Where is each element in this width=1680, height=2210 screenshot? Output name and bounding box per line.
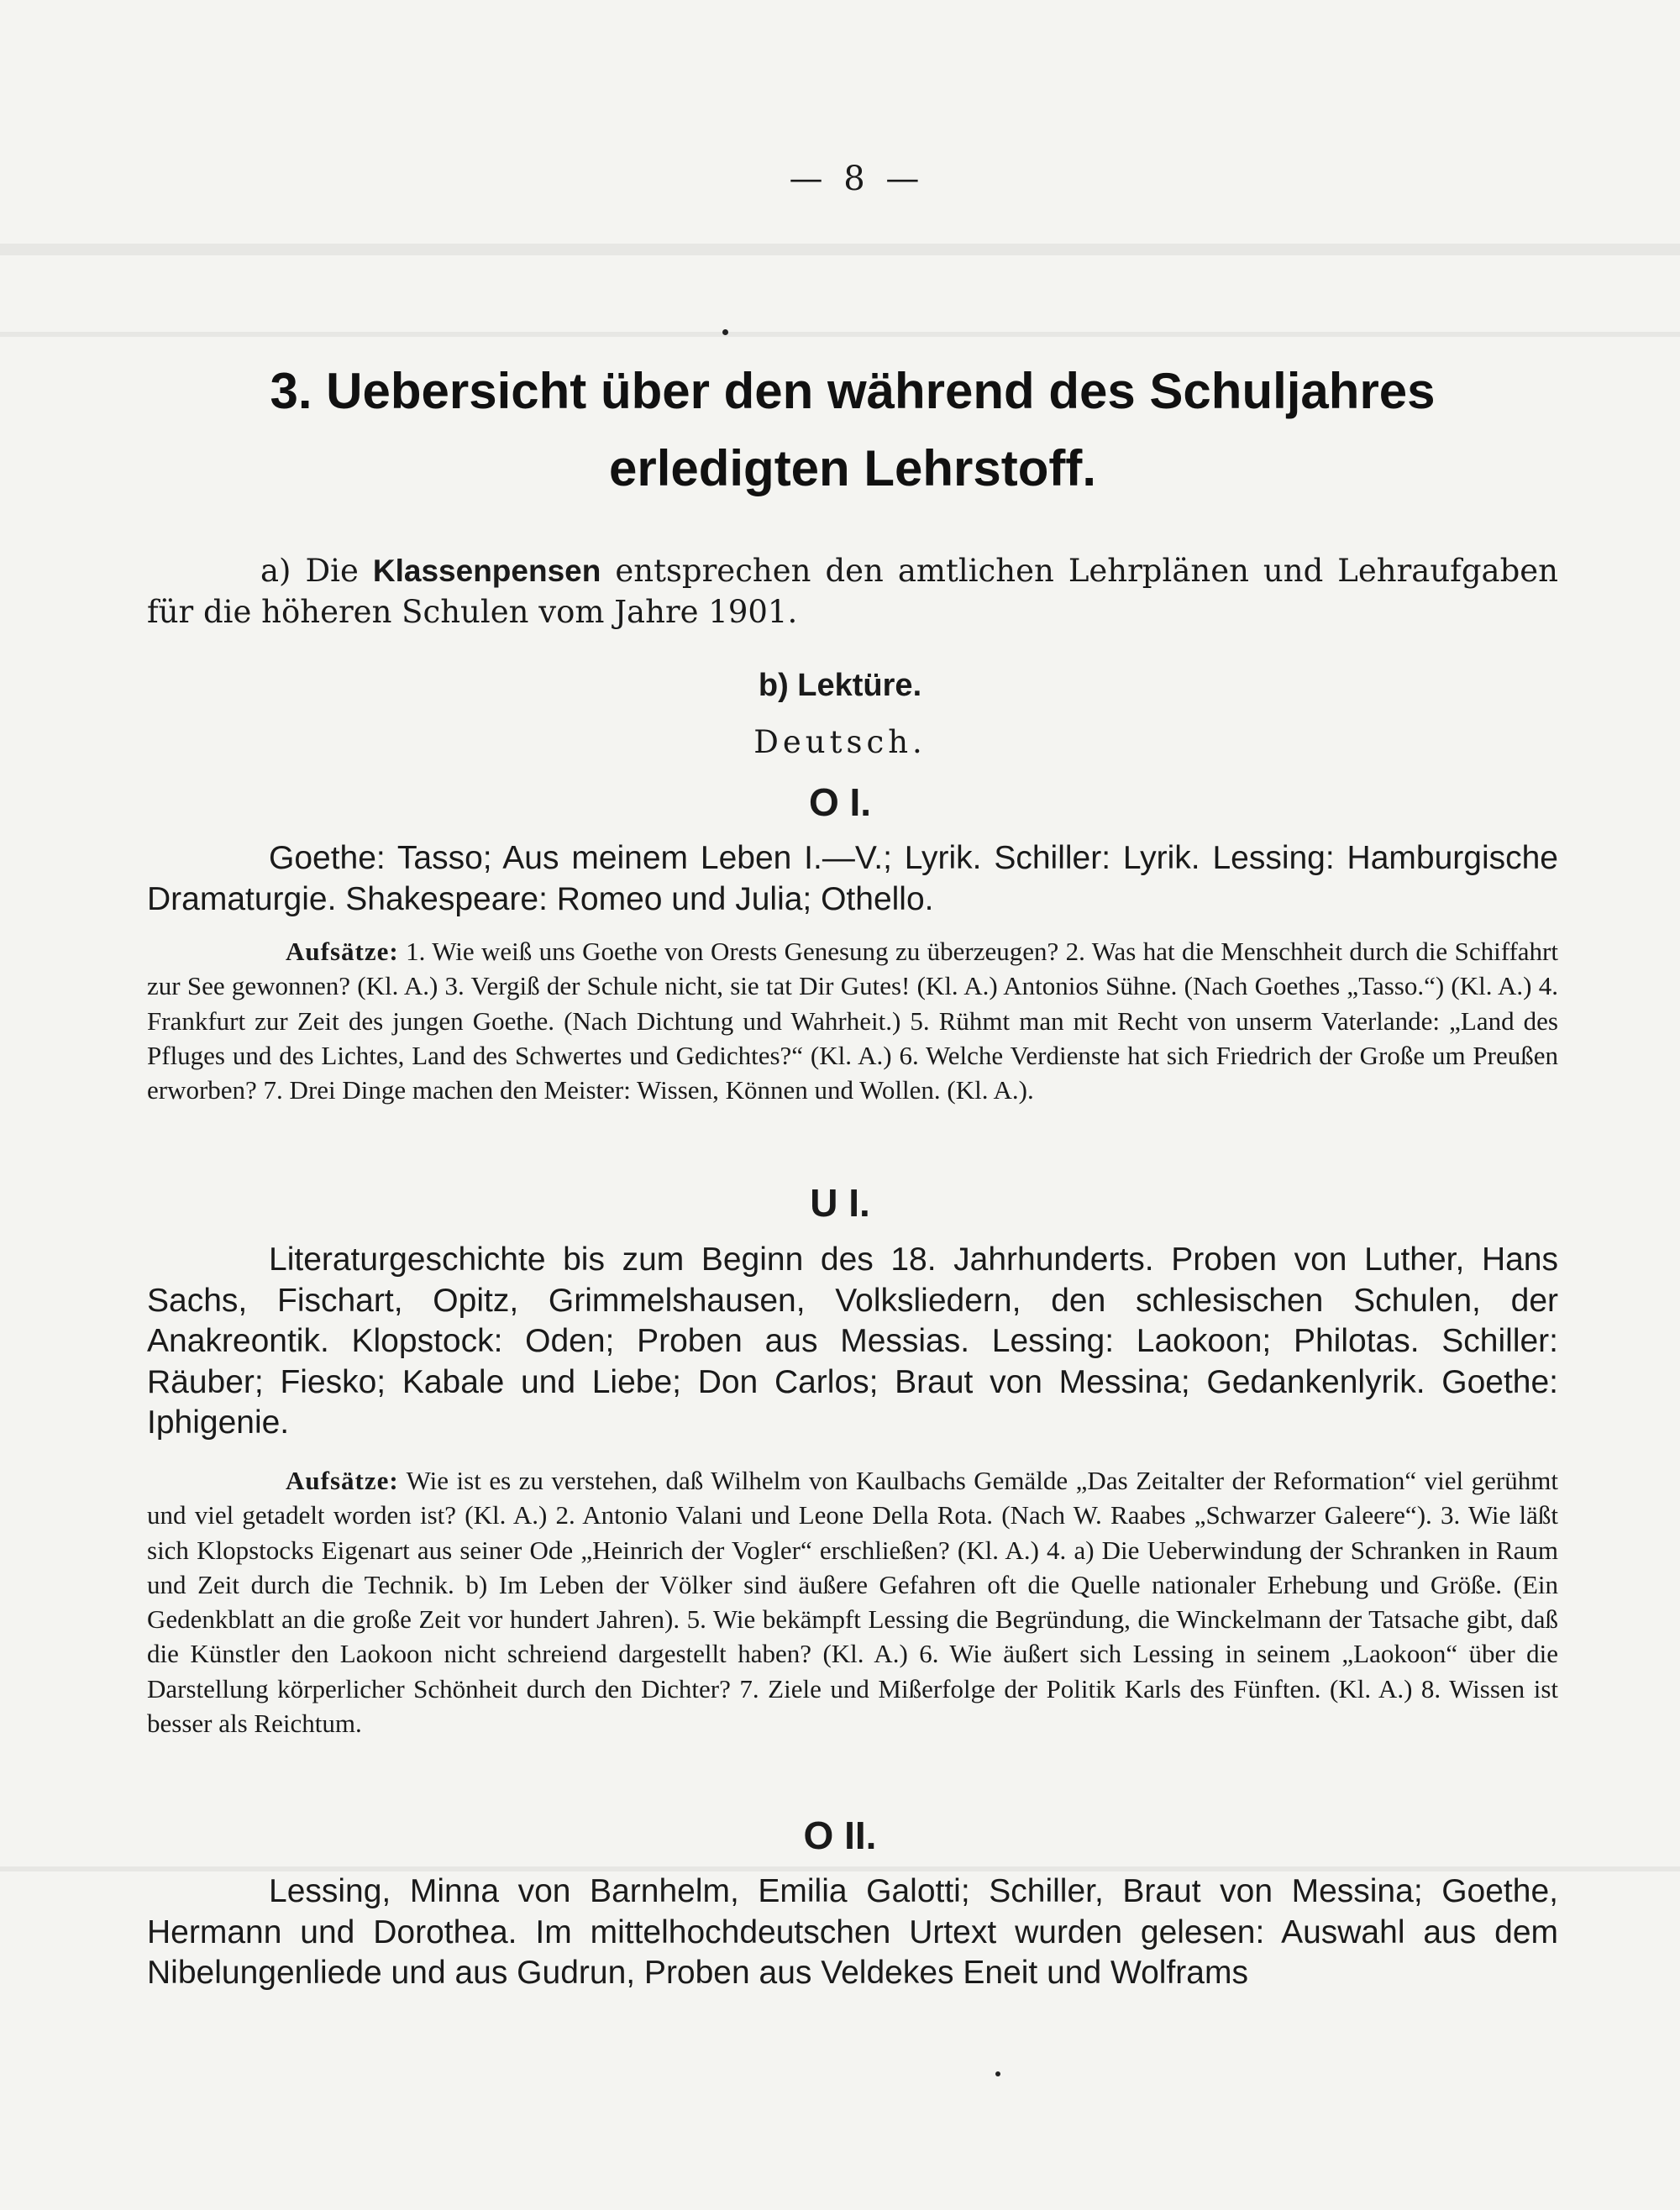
essays-label: Aufsätze:	[286, 1466, 399, 1495]
class-heading-oii: O II.	[803, 1814, 877, 1857]
reading-text: Lessing, Minna von Barnhelm, Emilia Galotti; Schiller, Braut von Messina; Goethe, Hermann und Dorothea. Im mittelhochdeutschen Urtext wurden gelesen: Auswahl aus dem Nibelungenliede und aus Gudrun, Proben aus Veldekes Eneit und Wolframs	[147, 1873, 1558, 1991]
class-reading-oi	[147, 838, 1558, 920]
section-a-label: a) Die	[260, 553, 359, 589]
section-b-heading: b) Lektüre.	[758, 668, 922, 703]
reading-text: Literaturgeschichte bis zum Beginn des 18. Jahrhunderts. Proben von Luther, Hans Sachs, Fischart, Opitz, Grimmelshausen, Volksliedern, den schlesischen Schulen, der Anakreontik. Klopstock: Oden; Proben aus Messias. Lessing: Laokoon; Philotas. Schiller: Räuber; Fiesko; Kabale und Liebe; Don Carlos; Braut von Messina; Gedankenlyrik. Goethe: Iphigenie.	[147, 1241, 1558, 1441]
class-reading-ui	[147, 1240, 1558, 1444]
section-a-paragraph	[147, 550, 1558, 633]
class-heading-ui: U I.	[810, 1181, 870, 1225]
section-a-text: entsprechen den amtlichen Lehrplänen und Lehraufgaben für die höheren Schulen vom Jahre 1901.	[147, 553, 1558, 630]
class-essays-ui	[147, 1463, 1558, 1740]
title-line-2: erledigten Lehrstoff.	[608, 440, 1097, 496]
section-a-keyword: Klassenpensen	[372, 554, 601, 588]
class-essays-oi	[147, 934, 1558, 1107]
speck	[722, 329, 728, 335]
speck	[995, 2071, 1000, 2076]
essays-label: Aufsätze:	[286, 937, 399, 966]
essays-text: Wie ist es zu verstehen, daß Wilhelm von Kaulbachs Gemälde „Das Zeitalter der Reformation“ viel gerühmt und viel getadelt worden ist? (Kl. A.) 2. Antonio Valani und Leone Della Rota. (Nach W. Raabes „Schwarzer Galeere“). 3. Wie läßt sich Klopstocks Eigenart aus seiner Ode „Heinrich der Vogler“ erschließen? (Kl. A.) 4. a) Die Ueberwindung der Schranken in Raum und Zeit durch die Technik. b) Im Leben der Völker sind äußere Gefahren oft die Quelle nationaler Erhebung und Größe. (Ein Gedenkblatt an die große Zeit vor hundert Jahren). 5. Wie bekämpft Lessing die Begründung, die Winckelmann der Tatsache gibt, daß die Künstler den Laokoon nicht schreiend dargestellt haben? (Kl. A.) 6. Wie äußert sich Lessing in seinem „Laokoon“ über die Darstellung körperlicher Schönheit durch den Dichter? 7. Ziele und Mißerfolge der Politik Karls des Fünften. (Kl. A.) 8. Wissen ist besser als Reichtum.	[147, 1466, 1558, 1739]
essays-text: 1. Wie weiß uns Goethe von Orests Genesung zu überzeugen? 2. Was hat die Menschheit durch die Schiffahrt zur See gewonnen? (Kl. A.) 3. Vergiß der Schule nicht, sie tat Dir Gutes! (Kl. A.) Antonios Sühne. (Nach Goethes „Tasso.“) (Kl. A.) 4. Frankfurt zur Zeit des jungen Goethe. (Nach Dichtung und Wahrheit.) 5. Rühmt man mit Recht von unserm Vaterlande: „Land des Pfluges und des Lichtes, Land des Schwertes und Gedichtes?“ (Kl. A.) 6. Welche Verdienste hat sich Friedrich der Große um Preußen erworben? 7. Drei Dinge machen den Meister: Wissen, Können und Wollen. (Kl. A.).	[147, 937, 1558, 1105]
class-reading-oii	[147, 1871, 1558, 1994]
language-heading: Deutsch.	[753, 724, 927, 760]
page-number: — 8 —	[789, 160, 925, 198]
reading-text: Goethe: Tasso; Aus meinem Leben I.—V.; Lyrik. Schiller: Lyrik. Lessing: Hamburgische Dramaturgie. Shakespeare: Romeo und Julia; Othello.	[147, 840, 1558, 917]
bleed-through-rule	[0, 244, 1680, 255]
class-heading-oi: O I.	[808, 780, 872, 824]
bleed-through-rule	[0, 332, 1680, 337]
title-line-1: 3. Uebersicht über den während des Schuljahres	[270, 363, 1436, 419]
page-title	[143, 353, 1562, 507]
